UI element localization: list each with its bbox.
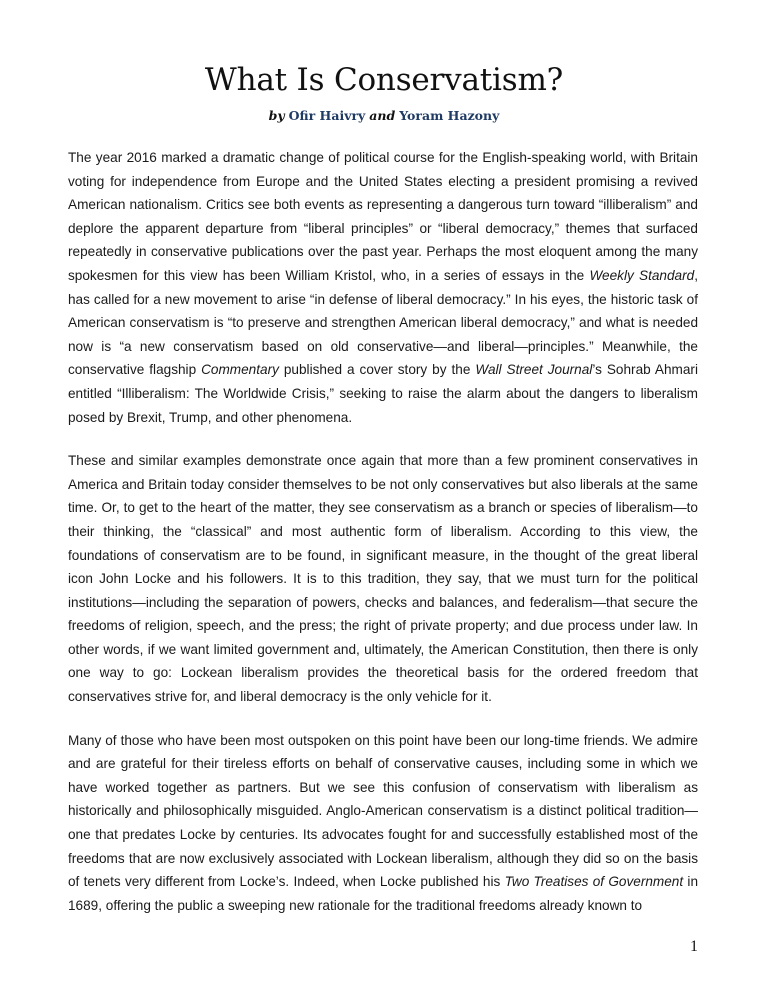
paragraph-text: published a cover story by the [278, 362, 476, 378]
italic-title: Wall Street Journal [475, 362, 593, 378]
paragraph-text: These and similar examples demonstrate once again that more than a few prominent conservatives in America and Britain today consider themselves to be not only conservatives but also liberals at the same time. Or, to get to the heart of the matter, they see conservatism as a branch or species of liberalism—to their thinking, the “classical” and most authentic form of liberalism. According to this view, the foundations of conservatism are to be found, in significant measure, in the thought of the great liberal icon John Locke and his followers. It is to this tradition, they say, that we must turn for the political institutions—including the separation of powers, checks and balances, and federalism—that secure the freedoms of religion, speech, and the press; the right of private property; and due process under law. In other words, if we want limited government and, ultimately, the American Constitution, then there is only one way to go: Lockean liberalism provides the theoretical basis for the ordered freedom that conservatives strive for, and liberal democracy is the only vehicle for it. [68, 453, 698, 705]
paragraph [68, 449, 698, 709]
byline-and: and [369, 108, 396, 123]
page-number: 1 [690, 938, 698, 955]
document-title: What Is Conservatism? [204, 62, 564, 98]
paragraph [68, 146, 698, 429]
article-body [68, 146, 698, 937]
paragraph-text: ’s Sohrab Ahmari entitled “Illiberalism: The Worldwide Crisis,” seeking to raise the alarm about the dangers to liberalism posed by Brexit, Trump, and other phenomena. [68, 362, 698, 425]
byline [0, 107, 768, 125]
italic-title: Commentary [201, 362, 279, 378]
paragraph-text: in 1689, offering the public a sweeping new rationale for the traditional freedoms already known to [68, 874, 699, 913]
italic-title: Weekly Standard [589, 267, 695, 283]
paragraph-text: Many of those who have been most outspoken on this point have been our long-time friends. We admire and are grateful for their tireless efforts on behalf of conservative causes, including some in which we have worked together as partners. But we see this confusion of conservatism with liberalism as historically and philosophically misguided. Anglo-American conservatism is a distinct political tradition—one that predates Locke by centuries. Its advocates fought for and successfully established most of the freedoms that are now exclusively associated with Lockean liberalism, although they did so on the basis of tenets very different from Locke’s. Indeed, when Locke published his [68, 732, 698, 890]
author-link-yoram-hazony[interactable]: Yoram Hazony [399, 108, 500, 123]
paragraph-text: The year 2016 marked a dramatic change of political course for the English-speaking world, with Britain voting for independence from Europe and the United States electing a president promising a revived American nationalism. Critics see both events as representing a dangerous turn toward “illiberalism” and deplore the apparent departure from “liberal principles” or “liberal democracy,” themes that surfaced repeatedly in conservative publications over the past year. Perhaps the most eloquent among the many spokesmen for this view has been William Kristol, who, in a series of essays in the [68, 150, 698, 283]
paragraph [68, 729, 698, 918]
author-link-ofir-haivry[interactable]: Ofir Haivry [288, 108, 366, 123]
paragraph-text: , has called for a new movement to arise “in defense of liberal democracy.” In his eyes, the historic task of American conservatism is “to preserve and strengthen American liberal democracy,” and what is needed now is “a new conservatism based on old conservative—and liberal—principles.” Meanwhile, the conservative flagship [68, 267, 698, 378]
italic-title: Two Treatises of Government [504, 874, 684, 890]
byline-by: by [268, 108, 285, 123]
